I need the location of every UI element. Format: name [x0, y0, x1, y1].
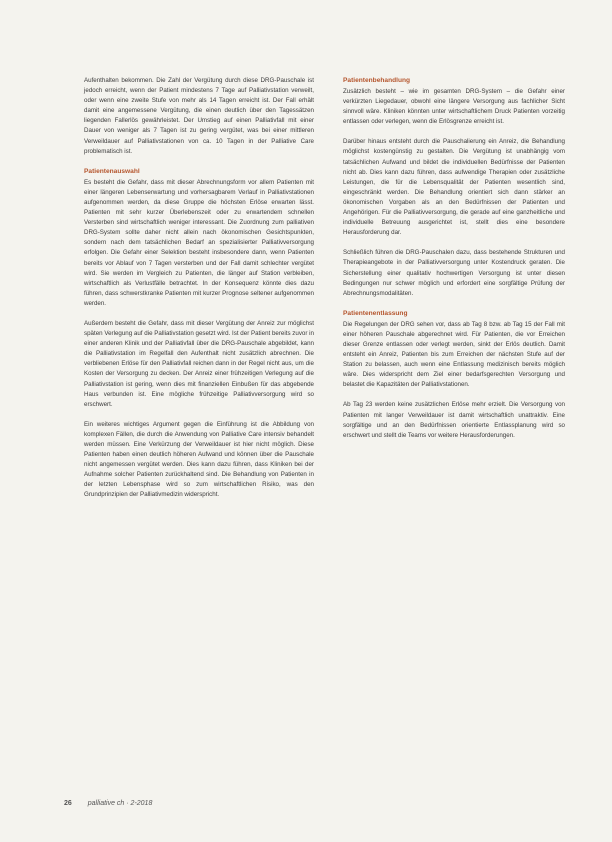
section-heading-patientenbehandlung: Patientenbehandlung — [343, 77, 411, 84]
paragraph: Außerdem besteht die Gefahr, dass mit dieser Vergütung der Anreiz zur möglichst späten Verlegung auf die Palliativstation gesetzt wird. Ist der Patient bereits zuvor in einer anderen Klinik und der Palliativfall über die DRG-Pauschale abgebildet, kann die Palliativstation im Regelfall den Aufenthalt nicht zusätzlich abrechnen. Die verbliebenen Erlöse für den Palliativfall reichen dann in der Regel nicht aus, um die Kosten der Versorgung zu decken. Der Anreiz einer frühzeitigen Verlegung auf die Palliativstation ist gering, wenn dies mit finanziellen Einbußen für das abgebende Haus verbunden ist. Eine mögliche frühzeitige Palliativversorgung wird so erschwert. — [84, 319, 314, 408]
paragraph: Es besteht die Gefahr, dass mit dieser Abrechnungsform vor allem Patienten mit einer längeren Lebenserwartung und vorhersagbarem Verlauf in Palliativstationen aufgenommen werden, da diese Gruppe die höchsten Erlöse erwarten lässt. Patienten mit sehr kurzer Überlebenszeit oder zu erwartendem schnellen Versterben sind wirtschaftlich weniger interessant. Die Zuordnung zum palliativen DRG-System sollte daher nicht allein nach ökonomischen Gesichtspunkten, sondern nach dem tatsächlichen Bedarf an spezialisierter Palliativversorgung erfolgen. Die Gefahr einer Selektion besteht insbesondere dann, wenn Patienten bereits vor Ablauf von 7 Tagen versterben und der Fall damit schlechter vergütet wird. Sie werden im Vergleich zu Patienten, die länger auf Station verbleiben, wirtschaftlich als Verlustfälle betrachtet. In der Konsequenz könnte dies dazu führen, dass schwerstkranke Patienten mit kurzer Prognose seltener aufgenommen werden. — [84, 178, 314, 307]
paragraph: Ein weiteres wichtiges Argument gegen die Einführung ist die Abbildung von komplexen Fällen, die durch die Anwendung von Palliative Care intensiv behandelt werden müssen. Eine Verkürzung der Verweildauer ist hier nicht möglich. Diese Patienten haben einen deutlich höheren Aufwand und können über die Pauschale nicht angemessen vergütet werden. Dies kann dazu führen, dass Kliniken bei der Aufnahme solcher Patienten zurückhaltend sind. Die Behandlung von Patienten in der letzten Lebensphase wird so zum wirtschaftlichen Risiko, was den Grundprinzipien der Palliativmedizin widerspricht. — [84, 420, 314, 499]
section-heading-patientenentlassung: Patientenentlassung — [343, 309, 408, 317]
journal-name: palliative ch · 2-2018 — [87, 800, 153, 807]
paragraph: Schließlich führen die DRG-Pauschalen dazu, dass bestehende Strukturen und Therapieangebote in der Palliativversorgung unter Kostendruck geraten. Die Sicherstellung einer qualitativ hochwertigen Versorgung ist unter diesen Bedingungen nur schwer möglich und erfordert eine sorgfältige Prüfung der Abrechnungsmodalitäten. — [343, 249, 565, 297]
left-column — [84, 76, 314, 511]
section-heading-patientenauswahl: Patientenauswahl — [84, 167, 140, 175]
right-column — [343, 76, 565, 451]
paragraph: Die Regelungen der DRG sehen vor, dass ab Tag 8 bzw. ab Tag 15 der Fall mit einer höheren Pauschale abgerechnet wird. Für Patienten, die vor Erreichen dieser Grenze entlassen oder verlegt werden, sinkt der Erlös deutlich. Damit entsteht ein Anreiz, Patienten bis zum Erreichen der nächsten Stufe auf der Station zu belassen, auch wenn eine Entlassung medizinisch bereits möglich wäre. Dies widerspricht dem Ziel einer bedarfsgerechten Versorgung und belastet die Kapazitäten der Palliativstationen. — [343, 320, 565, 389]
paragraph: Ab Tag 23 werden keine zusätzlichen Erlöse mehr erzielt. Die Versorgung von Patienten mit langer Verweildauer ist damit wirtschaftlich unattraktiv. Eine sorgfältige und an den Bedürfnissen orientierte Entlassplanung wird so erschwert und stellt die Teams vor weitere Herausforderungen. — [343, 401, 565, 439]
page-number: 26 — [64, 800, 72, 807]
paragraph: Zusätzlich besteht – wie im gesamten DRG-System – die Gefahr einer verkürzten Liegedauer, obwohl eine längere Versorgung aus fachlicher Sicht sinnvoll wäre. Kliniken könnten unter wirtschaftlichem Druck Patienten vorzeitig entlassen oder verlegen, wenn die Erlösgrenze erreicht ist. — [343, 88, 565, 126]
page-footer — [64, 800, 152, 807]
paragraph: Aufenthalten bekommen. Die Zahl der Vergütung durch diese DRG-Pauschale ist jedoch erreicht, wenn der Patient mindestens 7 Tage auf Palliativstation verweilt, oder wenn eine zweite Stufe von mehr als 14 Tagen erreicht ist. Der Fall erhält damit eine angemessene Vergütung, die einen deutlich über den Tagessätzen liegenden Fallerlös gewährleistet. Der Umstieg auf einen Palliativfall mit einer Dauer von weniger als 7 Tagen ist zu gering vergütet, was bei einer mittleren Verweildauer auf Palliativstationen von ca. 10 Tagen in der Palliative Care problematisch ist. — [84, 77, 314, 155]
paragraph: Darüber hinaus entsteht durch die Pauschalierung ein Anreiz, die Behandlung möglichst kostengünstig zu gestalten. Die Vergütung ist unabhängig vom tatsächlichen Aufwand und bildet die individuellen Bedürfnisse der Patienten nicht ab. Dies kann dazu führen, dass aufwendige Therapien oder zusätzliche Leistungen, die für die Lebensqualität der Patienten wesentlich sind, eingeschränkt werden. Die Behandlung orientiert sich dann stärker an ökonomischen Vorgaben als an den Bedürfnissen der Patienten und Angehörigen. Für die Palliativversorgung, die gerade auf eine ganzheitliche und individuelle Betreuung ausgerichtet ist, stellt dies eine besondere Herausforderung dar. — [343, 138, 565, 237]
